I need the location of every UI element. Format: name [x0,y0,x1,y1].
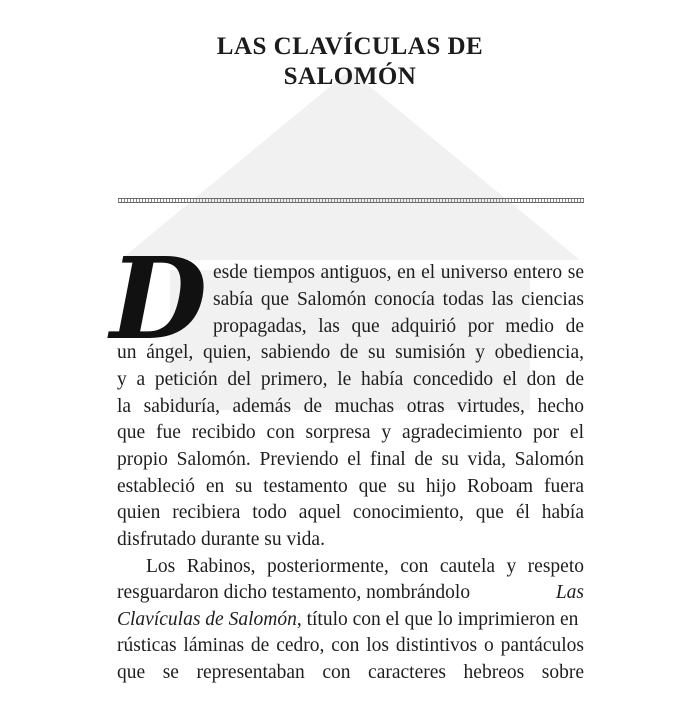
paragraph-2-line-1: Los Rabinos, posteriormente, con cautela y respeto [146,556,584,577]
paragraph-1-line-11: disfrutado durante su vida. [117,529,325,550]
book-title-italic-end: Clavículas de Salomón [117,609,297,630]
book-title-italic-start: Las [555,582,584,603]
paragraph-1-line-3: propagadas, las que adquirió por medio de [213,316,584,337]
paragraph-1-line-1: esde tiempos antiguos, en el universo entero se [213,262,584,283]
paragraph-2-line-2 [117,580,584,606]
drop-cap: D [110,234,208,365]
paragraph-1-line-2: sabía que Salomón conocía todas las ciencias [213,289,584,310]
paragraph-1-line-8: propio Salomón. Previendo el final de su vida, Salomón [117,449,584,470]
paragraph-2-line-3 [117,607,584,633]
chapter-title-line-2: SALOMÓN [283,63,417,90]
paragraph-1-line-10: quien recibiera todo aquel conocimiento, que él había [117,502,584,523]
paragraph-1-line-9: estableció en su testamento que su hijo Roboam fuera [117,476,584,497]
paragraph-1-line-4: un ángel, quien, sabiendo de su sumisión y obediencia, [117,342,584,363]
paragraph-1-line-5: y a petición del primero, le había concedido el don de [117,369,584,390]
chapter-title-line-1: LAS CLAVÍCULAS DE [216,33,484,60]
paragraph-2-line-3-text: , título con el que lo imprimieron en [296,609,579,630]
paragraph-2-line-2-text: resguardaron dicho testamento, nombrándolo [117,582,471,603]
paragraph-2-line-4: rústicas láminas de cedro, con los distintivos o pantáculos [117,635,584,656]
paragraph-1-line-7: que fue recibido con sorpresa y agradecimiento por el [117,422,584,443]
paragraph-1-line-6: la sabiduría, además de muchas otras virtudes, hecho [117,396,584,417]
decorative-rule [118,198,584,203]
paragraph-2-line-5: que se representaban con caracteres hebreos sobre [117,662,584,683]
